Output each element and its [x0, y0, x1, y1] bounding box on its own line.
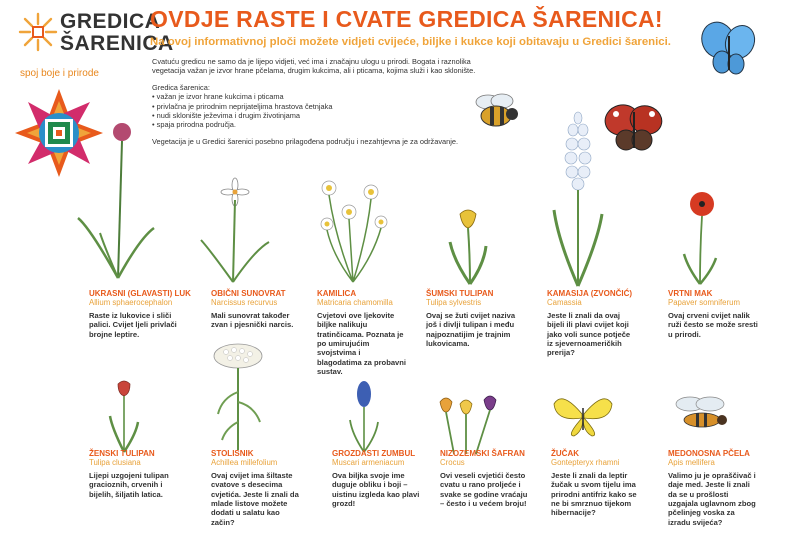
species-desc: Ovi veseli cvjetići često cvatu u rano proljeće i svake se godine vraćaju – često i u većem broju! — [440, 470, 528, 509]
species-name: GROZDASTI ZUMBUL — [332, 449, 416, 458]
allium-illustration — [70, 118, 160, 283]
intro-text — [152, 57, 502, 153]
species-name: MEDONOSNA PČELA — [668, 449, 750, 458]
lady-tulip-illustration — [104, 378, 144, 454]
species-card-yarrow — [211, 449, 301, 527]
species-name: VRTNI MAK — [668, 289, 713, 298]
species-latin: Achillea millefolium — [211, 458, 278, 468]
intro-paragraph-2: Vegetacija je u Gredici šarenici posebno prilagođena području i nezahtjevna je za održavanje. — [152, 136, 459, 146]
crocus-illustration — [432, 394, 502, 456]
species-card-wild-tulip — [426, 289, 516, 348]
camassia-illustration — [548, 110, 608, 288]
chamomile-illustration — [315, 176, 395, 284]
peacock-butterfly-icon — [602, 102, 664, 154]
species-latin: Allium sphaerocephalon — [89, 298, 173, 308]
intro-bullet-list — [152, 92, 502, 130]
page-subtitle: Na ovoj informativnoj ploči možete vidjeti cvijeće, biljke i kukce koji obitavaju u Gredici šarenici. — [150, 36, 671, 48]
wild-tulip-illustration — [440, 206, 500, 286]
blue-butterfly-icon — [700, 18, 760, 80]
species-desc: Cvjetovi ove ljekovite biljke nalikuju tratinčicama. Poznata je po umirujućim svojstvima i blagodatima za probavni sustav. — [317, 310, 407, 377]
intro-bullet: • spaja prirodna područja. — [152, 120, 502, 129]
species-desc: Ovaj se žuti cvijet naziva još i divlji tulipan i među najpoznatijim je trajnim lukovicama. — [426, 310, 516, 349]
species-latin: Matricaria chamomilla — [317, 298, 393, 308]
logo-wordmark: GREDICA ŠARENICA — [60, 10, 174, 55]
logo-tagline: spoj boje i prirode — [20, 68, 99, 79]
species-latin: Camassia — [547, 298, 582, 308]
page-title: OVDJE RASTE I CVATE GREDICA ŠARENICA! — [150, 6, 663, 32]
yarrow-illustration — [204, 342, 274, 452]
species-desc: Mali sunovrat također zvan i pjesnički narcis. — [211, 310, 294, 330]
poppy-illustration — [676, 188, 726, 286]
species-name: NIZOZEMSKI ŠAFRAN — [440, 449, 525, 458]
species-name: KAMASIJA (ZVONČIĆ) — [547, 289, 633, 298]
species-name: ŽENSKI TULIPAN — [89, 449, 155, 458]
species-desc: Lijepi uzgojeni tulipan gracioznih, crvenih i bijelih, šiljatih latica. — [89, 470, 169, 499]
bumblebee-icon — [470, 92, 522, 132]
species-name: ŠUMSKI TULIPAN — [426, 289, 494, 298]
species-name: STOLISNIK — [211, 449, 254, 458]
species-card-poppy — [668, 289, 758, 339]
species-desc: Jeste li znali da ovaj bijeli ili plavi cvijet koji jako voli sunce potječe iz sjevernoameričkih prerija? — [547, 310, 631, 358]
species-desc: Raste iz lukovice i sliči palici. Cvijet ljeli privlači brojne leptire. — [89, 310, 177, 339]
honeybee-icon — [668, 394, 734, 434]
species-desc: Ovaj crveni cvijet nalik ruži često se može sresti u prirodi. — [668, 310, 758, 339]
species-name: OBIČNI SUNOVRAT — [211, 289, 286, 298]
brimstone-butterfly-icon — [552, 392, 614, 438]
species-latin: Apis mellifera — [668, 458, 715, 468]
intro-bullet: • važan je izvor hrane kukcima i pticama — [152, 92, 502, 101]
species-card-honeybee — [668, 449, 758, 527]
species-card-grape-hyacinth — [332, 449, 422, 508]
species-card-brimstone — [551, 449, 641, 518]
narcissus-illustration — [195, 180, 275, 284]
species-latin: Tulipa sylvestris — [426, 298, 482, 308]
species-card-allium — [89, 289, 191, 339]
intro-bullet: • nudi sklonište ježevima i drugim životinjama — [152, 111, 502, 120]
species-card-lady-tulip — [89, 449, 179, 499]
species-latin: Muscari armeniacum — [332, 458, 405, 468]
logo-sun-icon — [18, 12, 58, 52]
species-name: ŽUČAK — [551, 449, 579, 458]
species-desc: Ova biljka svoje ime duguje obliku i boji – uistinu izgleda kao plavi grozd! — [332, 470, 420, 509]
intro-paragraph-1: Cvatuću gredicu ne samo da je lijepo vidjeti, već ima i značajnu ulogu u prirodi. Bogata i raznolika vegetacija važan je izvor hrane pčelama, drugim kukcima, ali i pticama, kojima služi i kao sklonište. — [152, 57, 476, 76]
species-name: KAMILICA — [317, 289, 357, 298]
species-latin: Crocus — [440, 458, 465, 468]
species-card-camassia — [547, 289, 637, 358]
intro-bullet: • privlačna je prirodnim neprijateljima hrastova četnjaka — [152, 102, 502, 111]
species-latin: Gonteptery​x rhamni — [551, 458, 620, 468]
grape-hyacinth-illustration — [344, 380, 384, 454]
species-name: UKRASNI (GLAVASTI) LUK — [89, 289, 191, 298]
species-desc: Ovaj cvijet ima šiltaste cvatove s desecima cvjetića. Jeste li znali da mlade listove možete dodati u salatu kao začin? — [211, 470, 299, 527]
species-card-chamomile — [317, 289, 407, 377]
species-desc: Jeste li znali da leptir žučak u svom tijelu ima prirodni antifriz kako se ne bi smrznuo tijekom hibernacije? — [551, 470, 637, 518]
species-latin: Papaver somniferum — [668, 298, 740, 308]
species-card-crocus — [440, 449, 530, 508]
species-desc: Valimo ju je opraščivač i daje med. Jeste li znali da se u prošlosti uzgajala uglavnom zbog pčelinjeg voska za izradu svijeća? — [668, 470, 756, 527]
species-latin: Tulipa clusiana — [89, 458, 141, 468]
species-latin: Narcissus recurvus — [211, 298, 278, 308]
intro-list-title: Gredica šarenica: — [152, 82, 210, 92]
species-card-narcissus — [211, 289, 301, 330]
